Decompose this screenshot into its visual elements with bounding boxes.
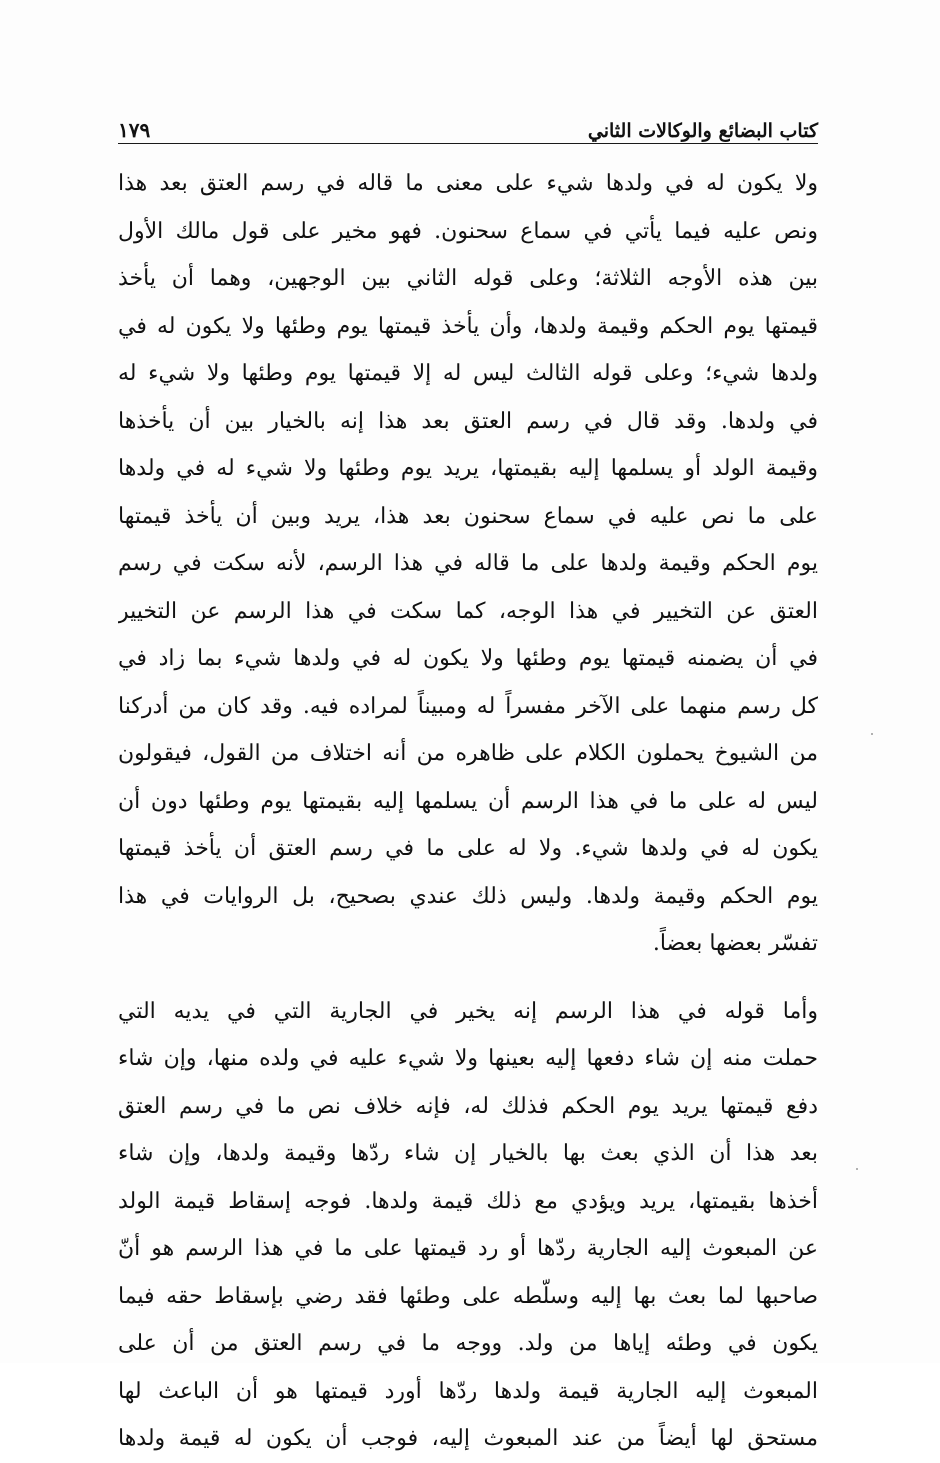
page-number: ١٧٩ [118,118,151,142]
text-line: مستحق لها أيضاً من عند المبعوث إليه، فوجب أن يكون له قيمة ولدها [118,1426,818,1451]
text-line: العتق عن التخيير في هذا الوجه، كما سكت في هذا الرسم عن التخيير [118,598,818,624]
text-line: عن المبعوث إليه الجارية ردّها أو رد قيمتها على ما في هذا الرسم هو أنّ [118,1236,818,1261]
text-line: تفسّر بعضها بعضاً. [652,931,818,956]
text-line: دفع قيمتها يريد يوم الحكم فذلك له، فإنه خلاف نص ما في رسم العتق [118,1093,818,1119]
text-line: المبعوث إليه الجارية قيمة ولدها ردّها أورد قيمتها هو أن الباعث لها [118,1378,818,1404]
text-line: في أن يضمنه قيمتها يوم وطئها ولا يكون له في ولدها شيء بما زاد في [118,646,818,671]
text-line: من الشيوخ يحملون الكلام على ظاهره من أنه اختلاف من القول، فيقولون [118,741,818,766]
text-line: وقيمة الولد أو يسلمها إليه بقيمتها، يريد يوم وطئها ولا شيء له في ولدها [118,456,818,481]
book-title: كتاب البضائع والوكالات الثاني [587,120,818,142]
text-line: على ما نص عليه في سماع سحنون بعد هذا، يريد وبين أن يأخذ قيمتها [118,503,818,529]
scan-speck [871,733,873,735]
text-line: في ولدها. وقد قال في رسم العتق بعد هذا إنه بالخيار بين أن يأخذها [118,408,818,434]
paragraph-2 [118,988,818,1463]
text-line: وأما قوله في هذا الرسم إنه يخير في الجارية التي في يديه التي [118,998,818,1024]
text-line: أخذها بقيمتها، يريد ويؤدي مع ذلك قيمة ولدها. فوجه إسقاط قيمة الولد [118,1188,818,1214]
text-line: يوم الحكم وقيمة ولدها على ما قاله في هذا الرسم، لأنه سكت في رسم [118,551,818,576]
text-line: حملت منه إن شاء دفعها إليه بعينها ولا شيء عليه في ولده منها، وإن شاء [118,1046,818,1071]
text-line: صاحبها لما بعث بها إليه وسلّطه على وطئها فقد رضي بإسقاط حقه فيما [118,1283,818,1309]
text-line: قيمتها يوم الحكم وقيمة ولدها، وأن يأخذ قيمتها يوم وطئها ولا يكون له في [118,313,818,339]
text-line: ليس له على ما في هذا الرسم أن يسلمها إليه بقيمتها يوم وطئها دون أن [118,788,818,814]
text-line: ولا يكون له في ولدها شيء على معنى ما قاله في رسم العتق بعد هذا [118,171,818,196]
scan-speck [856,1168,858,1170]
text-line: بين هذه الأوجه الثلاثة؛ وعلى قوله الثاني بين الوجهين، وهما أن يأخذ [118,266,818,291]
paragraph-1 [118,160,818,968]
text-line: كل رسم منهما على الآخر مفسراً له ومبيناً لمراده فيه. وقد كان من أدركنا [118,693,818,719]
paragraph-gap [118,968,818,988]
text-line: يكون له في ولدها شيء. ولا له على ما في رسم العتق أن يأخذ قيمتها [118,836,818,861]
body-text [118,160,818,1463]
text-line: بعد هذا أن الذي بعث بها بالخيار إن شاء ردّها وقيمة ولدها، وإن شاء [118,1141,818,1166]
text-line: يكون في وطئه إياها من ولد. ووجه ما في رسم العتق من أن على [118,1331,818,1356]
text-line: يوم الحكم وقيمة ولدها. وليس ذلك عندي بصحيح، بل الروايات في هذا [118,883,818,909]
text-line: ونص عليه فيما يأتي في سماع سحنون. فهو مخير على قول مالك الأول [118,218,818,244]
running-header [118,106,818,142]
header-rule [118,143,818,144]
text-line: ولدها شيء؛ وعلى قوله الثالث ليس له إلا قيمتها يوم وطئها ولا شيء له [118,361,818,386]
